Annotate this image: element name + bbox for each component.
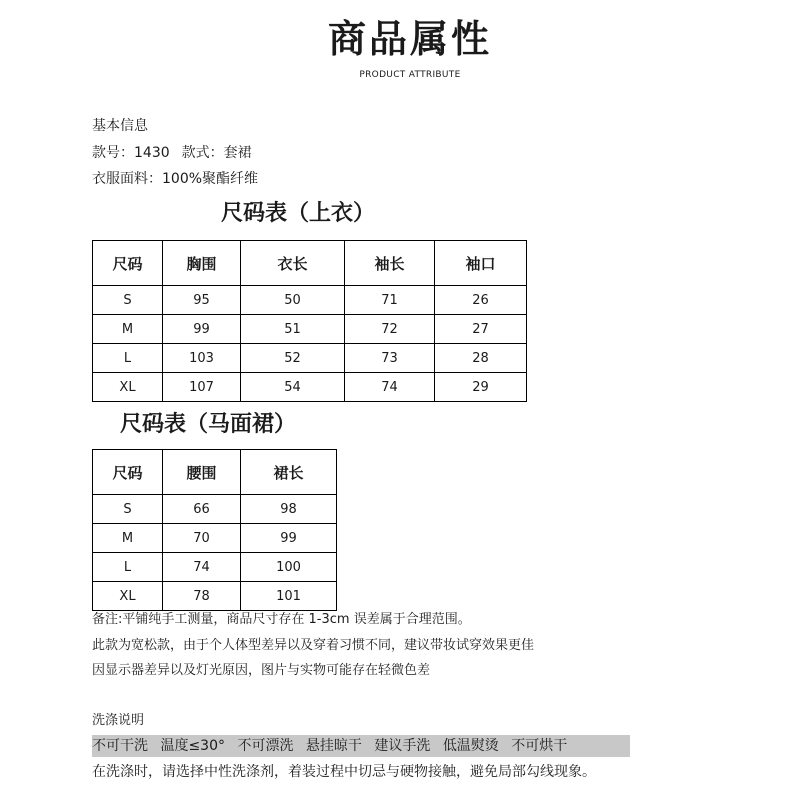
table-row [93, 524, 337, 553]
table-row [93, 495, 337, 524]
table-cell: 100 [241, 553, 337, 582]
color-note: 因显示器差异以及灯光原因，图片与实物可能存在轻微色差 [92, 663, 431, 678]
table-cell: 73 [345, 344, 435, 373]
style-label: 款式： [181, 145, 224, 161]
wash-instruction: 不可漂洗 [237, 738, 294, 754]
table-row [93, 553, 337, 582]
fabric-label: 衣服面料： [92, 171, 162, 187]
table-cell: 101 [241, 582, 337, 611]
page-title: 商品属性 [327, 16, 492, 61]
table-header-row [93, 241, 527, 286]
table-cell: 95 [163, 286, 241, 315]
table-cell: 54 [241, 373, 345, 402]
fabric-info-line [92, 169, 258, 189]
washing-instructions-bar [92, 735, 630, 757]
wash-instruction: 低温熨烫 [442, 738, 499, 754]
table-cell: 51 [241, 315, 345, 344]
table-cell: 71 [345, 286, 435, 315]
table-cell: M [93, 315, 163, 344]
table-cell: 28 [435, 344, 527, 373]
basic-info-heading: 基本信息 [92, 118, 148, 134]
wash-instruction: 温度≤30° [160, 738, 225, 754]
table-cell: 99 [163, 315, 241, 344]
fabric-value: 100%聚酯纤维 [162, 171, 259, 187]
style-no-value: 1430 [134, 145, 170, 161]
fit-note: 此款为宽松款，由于个人体型差异以及穿着习惯不同，建议带妆试穿效果更佳 [92, 638, 535, 653]
table-row [93, 286, 527, 315]
measurement-note: 备注:平铺纯手工测量，商品尺寸存在 1-3cm 误差属于合理范围。 [92, 612, 471, 627]
wash-instruction: 建议手洗 [374, 738, 431, 754]
table-row [93, 344, 527, 373]
table-cell: 103 [163, 344, 241, 373]
washing-note: 在洗涤时，请选择中性洗涤剂，着装过程中切忌与硬物接触，避免局部勾线现象。 [92, 764, 596, 780]
style-info-line [92, 143, 252, 163]
style-no-label: 款号： [92, 145, 134, 161]
wash-instruction: 悬挂晾干 [305, 738, 362, 754]
table-cell: 66 [163, 495, 241, 524]
table-cell: 107 [163, 373, 241, 402]
table-cell: XL [93, 582, 163, 611]
table-header-cell: 腰围 [163, 450, 241, 495]
table-row [93, 373, 527, 402]
table-header-cell: 袖口 [435, 241, 527, 286]
skirt-size-table-title: 尺码表（马面裙） [120, 411, 297, 437]
table-header-cell: 尺码 [93, 241, 163, 286]
table-cell: 74 [163, 553, 241, 582]
top-size-table-title: 尺码表（上衣） [221, 200, 376, 226]
table-cell: 72 [345, 315, 435, 344]
table-cell: 99 [241, 524, 337, 553]
table-cell: 27 [435, 315, 527, 344]
table-row [93, 582, 337, 611]
table-header-row [93, 450, 337, 495]
wash-instruction: 不可烘干 [511, 738, 568, 754]
table-cell: 50 [241, 286, 345, 315]
table-cell: 26 [435, 286, 527, 315]
table-row [93, 315, 527, 344]
wash-instruction: 不可干洗 [92, 738, 148, 754]
table-cell: 70 [163, 524, 241, 553]
table-cell: S [93, 286, 163, 315]
table-cell: M [93, 524, 163, 553]
table-header-cell: 袖长 [345, 241, 435, 286]
table-header-cell: 胸围 [163, 241, 241, 286]
skirt-size-table [92, 449, 337, 611]
table-cell: L [93, 553, 163, 582]
table-cell: 74 [345, 373, 435, 402]
washing-heading: 洗涤说明 [92, 713, 145, 728]
table-cell: L [93, 344, 163, 373]
table-header-cell: 裙长 [241, 450, 337, 495]
table-cell: 78 [163, 582, 241, 611]
table-cell: 52 [241, 344, 345, 373]
top-size-table [92, 240, 527, 402]
table-cell: S [93, 495, 163, 524]
page-subtitle: PRODUCT ATTRIBUTE [359, 70, 461, 80]
table-cell: 98 [241, 495, 337, 524]
table-header-cell: 衣长 [241, 241, 345, 286]
table-cell: 29 [435, 373, 527, 402]
table-header-cell: 尺码 [93, 450, 163, 495]
table-cell: XL [93, 373, 163, 402]
style-value: 套裙 [223, 145, 252, 161]
